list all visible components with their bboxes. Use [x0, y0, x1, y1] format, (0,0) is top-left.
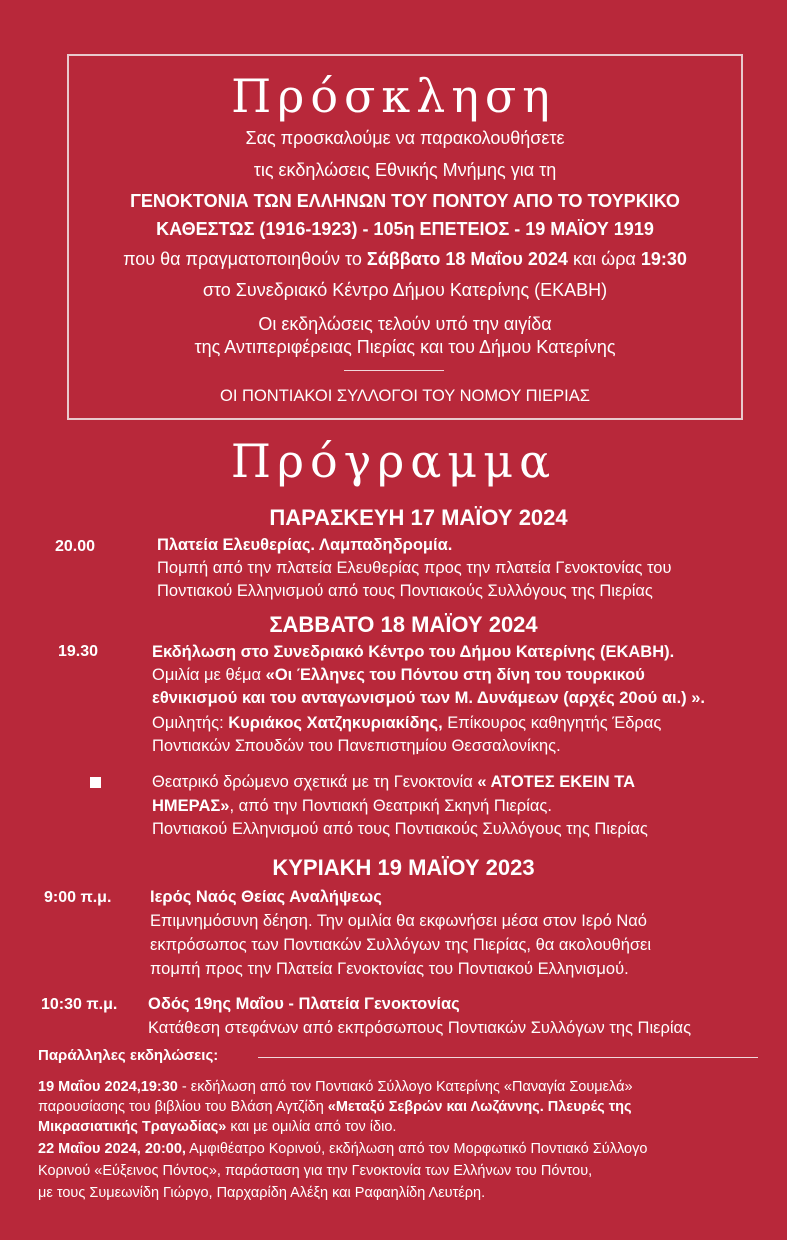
bullet-icon — [90, 777, 101, 788]
day2-event-line-2 — [152, 664, 645, 687]
parallel-line-3 — [38, 1118, 396, 1138]
day2-heading: ΣΑΒΒΑΤΟ 18 ΜΑΪΟΥ 2024 — [269, 612, 538, 637]
parallel-divider — [258, 1057, 758, 1058]
par4-bold: 22 Μαΐου 2024, 20:00, — [38, 1141, 186, 1157]
invitation-line-5 — [67, 248, 743, 270]
par4-rest: Αμφιθέατρο Κορινού, εκδήλωση από τον Μορφωτικό Ποντιακό Σύλλογο — [185, 1141, 648, 1157]
theatre-pre: Θεατρικό δρώμενο σχετικά με τη Γενοκτονία — [152, 773, 478, 791]
day2-event-line-5: Ποντιακών Σπουδών του Πανεπιστημίου Θεσσαλονίκης. — [152, 737, 561, 755]
parallel-line-2 — [38, 1098, 632, 1118]
par2-bold: «Μεταξύ Σεβρών και Λωζάννης. Πλευρές της — [327, 1099, 632, 1115]
day2-theatre-line-1 — [152, 771, 635, 794]
invitation-signature: ΟΙ ΠΟΝΤΙΑΚΟΙ ΣΥΛΛΟΓΟΙ ΤΟΥ ΝΟΜΟΥ ΠΙΕΡΙΑΣ — [220, 387, 590, 405]
invitation-line-3: ΓΕΝΟΚΤΟΝΙΑ ΤΩΝ ΕΛΛΗΝΩΝ ΤΟΥ ΠΟΝΤΟΥ ΑΠΟ ΤΟ ΤΟΥΡΚΙΚΟ — [130, 191, 680, 211]
day2-l2-bold: «Οι Έλληνες του Πόντου στη δίνη του τουρκικού — [265, 666, 645, 684]
day2-l4-post: Επίκουρος καθηγητής Έδρας — [442, 714, 662, 732]
day3-time-1: 9:00 π.μ. — [44, 889, 112, 906]
day2-l4-pre: Ομιλητής: — [152, 714, 229, 732]
day3-time-2: 10:30 π.μ. — [41, 996, 118, 1013]
parallel-line-1 — [38, 1078, 633, 1098]
par1-bold: 19 Μαΐου 2024,19:30 — [38, 1079, 178, 1095]
day2-theatre-line-3: Ποντιακού Ελληνισμού από τους Ποντιακούς Συλλόγους της Πιερίας — [152, 820, 648, 838]
line5-date: Σάββατο 18 Μαΐου 2024 — [366, 249, 568, 269]
par3-post: και με ομιλία από τον ίδιο. — [226, 1119, 397, 1135]
theatre-bold-2: ΗΜΕΡΑΣ» — [152, 797, 230, 815]
invitation-title: Πρόσκληση — [231, 69, 556, 123]
day1-heading: ΠΑΡΑΣΚΕΥΗ 17 ΜΑΪΟΥ 2024 — [269, 505, 568, 530]
parallel-events-label: Παράλληλες εκδηλώσεις: — [38, 1047, 219, 1064]
day3-event1-line-4: πομπή προς την Πλατεία Γενοκτονίας του Ποντιακού Ελληνισμού. — [150, 960, 629, 978]
day3-event2-line-2: Κατάθεση στεφάνων από εκπρόσωπους Ποντιακών Συλλόγων της Πιερίας — [148, 1019, 692, 1037]
divider — [344, 370, 444, 371]
parallel-line-6: με τους Συμεωνίδη Γιώργο, Παρχαρίδη Αλέξη και Ραφαηλίδη Λευτέρη. — [38, 1185, 486, 1201]
invitation-line-6: στο Συνεδριακό Κέντρο Δήμου Κατερίνης (ΕΚΑΒΗ) — [202, 280, 608, 300]
invitation-line-7: Οι εκδηλώσεις τελούν υπό την αιγίδα — [258, 314, 552, 334]
invitation-line-2: τις εκδηλώσεις Εθνικής Μνήμης για τη — [253, 160, 557, 180]
day2-event-line-3: εθνικισμού και του ανταγωνισμού των Μ. Δυνάμεων (αρχές 20ού αι.) ». — [152, 689, 706, 707]
day3-heading: ΚΥΡΙΑΚΗ 19 ΜΑΪΟΥ 2023 — [272, 855, 535, 880]
day2-theatre-line-2 — [152, 795, 552, 818]
par3-bold: Μικρασιατικής Τραγωδίας» — [38, 1119, 227, 1135]
day2-l4-bold: Κυριάκος Χατζηκυριακίδης, — [228, 714, 443, 732]
day1-event-line-3: Ποντιακού Ελληνισμού από τους Ποντιακούς Συλλόγους της Πιερίας — [157, 582, 653, 600]
day3-event1-line-3: εκπρόσωπος των Ποντιακών Συλλόγων της Πιερίας, θα ακολουθήσει — [150, 936, 652, 954]
invitation-line-1: Σας προσκαλούμε να παρακολουθήσετε — [245, 128, 565, 148]
day1-time: 20.00 — [55, 538, 96, 555]
day2-event-line-4 — [152, 712, 661, 735]
line5-mid: και ώρα — [567, 249, 641, 269]
line5-time: 19:30 — [640, 249, 687, 269]
day2-l2-pre: Ομιλία με θέμα — [152, 666, 266, 684]
day3-event1-title: Ιερός Ναός Θείας Αναλήψεως — [150, 888, 382, 906]
day3-event1-line-2: Επιμνημόσυνη δέηση. Την ομιλία θα εκφωνήσει μέσα στον Ιερό Ναό — [150, 912, 647, 930]
theatre-bold-1: « ΑΤΟΤΕΣ ΕΚΕΙΝ ΤΑ — [477, 773, 636, 791]
invitation-line-8: της Αντιπεριφέρειας Πιερίας και του Δήμου Κατερίνης — [194, 337, 616, 357]
par2-pre: παρουσίασης του βιβλίου του Βλάση Αγτζίδη — [38, 1099, 328, 1115]
day3-event2-title: Οδός 19ης Μαΐου - Πλατεία Γενοκτονίας — [148, 995, 460, 1013]
parallel-line-5: Κορινού «Εύξεινος Πόντος», παράσταση για την Γενοκτονία των Ελλήνων του Πόντου, — [38, 1163, 593, 1179]
line5-pre: που θα πραγματοποιηθούν το — [123, 249, 367, 269]
invitation-line-4: ΚΑΘΕΣΤΩΣ (1916-1923) - 105η ΕΠΕΤΕΙΟΣ - 19 ΜΑΪΟΥ 1919 — [156, 219, 654, 239]
day1-event-line-2: Πομπή από την πλατεία Ελευθερίας προς την πλατεία Γενοκτονίας του — [157, 559, 672, 577]
day1-event-title: Πλατεία Ελευθερίας. Λαμπαδηδρομία. — [157, 536, 453, 554]
day2-event-title: Εκδήλωση στο Συνεδριακό Κέντρο του Δήμου Κατερίνης (ΕΚΑΒΗ). — [152, 643, 675, 661]
program-title: Πρόγραμμα — [230, 434, 557, 488]
par1-rest: - εκδήλωση από τον Ποντιακό Σύλλογο Κατερίνης «Παναγία Σουμελά» — [177, 1079, 633, 1095]
day2-time: 19.30 — [58, 643, 99, 660]
parallel-line-4 — [38, 1140, 647, 1160]
theatre-post: , από την Ποντιακή Θεατρική Σκηνή Πιερίας. — [229, 797, 552, 815]
